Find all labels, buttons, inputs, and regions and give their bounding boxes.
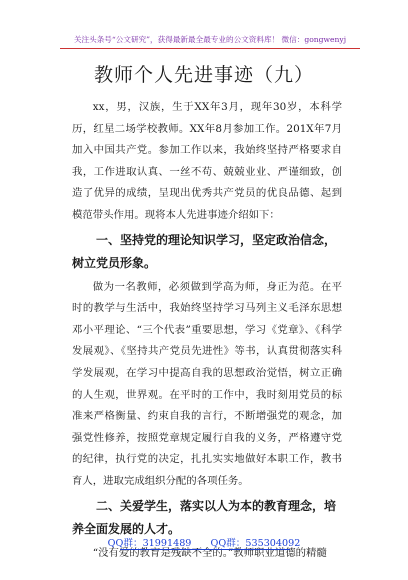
intro-paragraph: xx，男，汉族，生于XX年3月，现年30岁，本科学历，红星二场学校教师。XX年8月参加工作。201X年7月加入中国共产党。参加工作以来，我始终坚持严格要求自我，工作进取认真、一丝不苟、兢兢业业、严谨细致，创造了优异的成绩，呈现出优秀共产党员的优良品德、起到模范带头作用。现将本人先进事迹介绍如下： <box>72 101 342 221</box>
qq-group-1: QQ群：31991489 <box>107 538 192 549</box>
section-heading-1: 一、坚持党的理论知识学习，坚定政治信念，树立党员形象。 <box>72 232 337 270</box>
footer-divider <box>120 549 290 550</box>
section-heading-2: 二、关爱学生，落实以人为本的教育理念，培养全面发展的人才。 <box>72 498 337 536</box>
document-title: 教师个人先进事迹（九） <box>93 64 314 86</box>
section-body-2: “没有爱的教育是残缺不全的。”教师职业道德的精髓 <box>92 546 327 559</box>
page-footer <box>0 535 408 549</box>
page-header: 关注头条号“公文研究”，获得最新最全最专业的公文资料库！ 微信：gongwenyj <box>60 34 360 49</box>
section-body-1: 做为一名教师，必须做到学高为师，身正为范。在平时的教学与生活中，我始终坚持学习马列主义毛泽东思想邓小平理论、“三个代表”重要思想，学习《党章》、《科学发展观》、《坚持共产党员先进性》等书，认真贯彻落实科学发展观，在学习中提高自我的思想政治觉悟，树立正确的人生观，世界观。在平时的工作中，我时刻用党员的标准来严格衡量、约束自我的言行，不断增强党的观念，加强党性修养，按照党章规定履行自我的义务，严格遵守党的纪律，执行党的决定，扎扎实实地做好本职工作，教书育人，进取完成组织分配的各项任务。 <box>72 280 342 487</box>
qq-group-2: QQ群：535304092 <box>210 538 301 549</box>
document-body <box>72 97 342 564</box>
